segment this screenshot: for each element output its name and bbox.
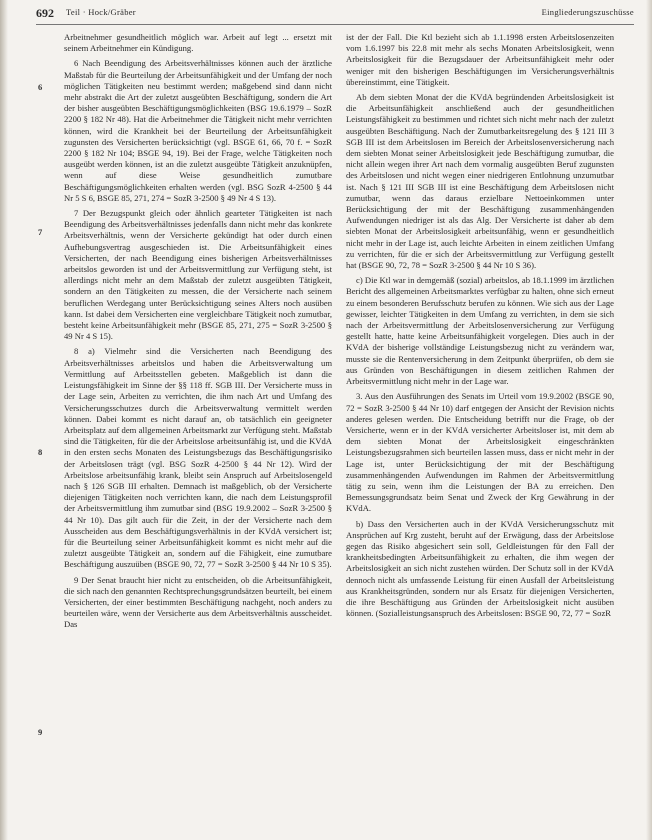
running-head-left: Teil · Hock/Gräber (66, 7, 136, 17)
left-column (64, 32, 332, 631)
page-number: 692 (36, 6, 54, 20)
right-paragraph-5: b) Dass den Versicherten auch in der KVdA Versicherungsschutz mit Ansprüchen auf Krg zusteht, beruht auf der Erwägung, dass der Arbeitslose gegen das Risiko abgesichert sein soll, Geldleistungen für den Fall der krankheitsbedingten Arbeitsunfähigkeit zu erhalten, die ihm wegen der Arbeitslosigkeit an sich nicht zustehen würden. Der Schutz soll in der KVdA dennoch nicht als umfassende Leistung für einen Ausfall der Arbeitsleistung aus Krankheitsgründen, sondern nur als Ersatz für diejenigen Versicherten, die ihre Beschäftigung aus Gründen der Arbeitslosigkeit nicht ausüben können. (Sozialleistungsanspruch des Arbeitslosen: BSGE 90, 72, 77 = SozR (346, 518, 614, 619)
margin-number-6: 6 (38, 82, 43, 92)
header-rule (36, 24, 634, 25)
page-edge-shadow (646, 0, 652, 840)
right-paragraph-4: 3. Aus den Ausführungen des Senats im Urteil vom 19.9.2002 (BSGE 90, 72 = SozR 3-2500 § 44 Nr 10) darf entgegen der Ansicht der Revision nichts anderes gelesen werden. Die Entscheidung betrifft nur die Frage, ob der Versicherte, wenn er in der KVdA versicherter Arbeitsloser ist, mit dem ab dem siebten Monat der Arbeitslosigkeit eingeschränkten Leistungsbezugsrahmen sich beurteilen lassen muss, dass er nicht mehr in der Lage ist, unter Berücksichtigung der mit der Beschäftigung zusammenhängenden Aufwendungen im Rahmen der Arbeitsvermittlung tätig zu sein, wenn ihm die Leistungen der BA zu erreichen. Den Bemessungsgrundsatz beim Senat und Zweck der Krg Gewährung in der KVdA. (346, 391, 614, 514)
right-paragraph-3: c) Die Ktl war in demgemäß (sozial) arbeitslos, ab 18.1.1999 im ärztlichen Bericht des allgemeinen Arbeitsmarktes verfügbar zu halten, ohne sich erneut zu einem besonderen Berufsschutz berufen zu können. Wie sich aus der Lage gewisser, leichter Tätigkeiten in dem Umfang zu verrichten, in dem sie sich nach der Arbeitsvermittlung der Arbeitslosenversicherung zur Verfügung gestellt hatte, hatte keine Arbeitsunfähigkeit vorgelegen. Dies auch in der KVdA der bisherige vollständige Leistungsbezug nicht zu verändern war, musste sie die Rentenversicherung in dem Zeitpunkt überprüfen, ob dem sie aus Gründen von Beschäftigungen in diesem zeitlichen Rahmen der Arbeitsvermittlung nicht mehr in der Lage war. (346, 275, 614, 387)
running-head-right: Eingliederungszuschüsse (541, 7, 634, 17)
page-gutter-shadow (0, 0, 8, 840)
left-paragraph-5: 9 Der Senat braucht hier nicht zu entscheiden, ob die Arbeitsunfähigkeit, die sich nach den genannten Rechtsprechungsgrundsätzen beurteilt, bei einem Versicherten, der einer bestimmten Beschäftigung nachgeht, noch anders zu beurteilen wäre, wenn der Versicherte aus dem Arbeitsverhältnis ausscheidet. Das (64, 574, 332, 630)
margin-number-8: 8 (38, 447, 43, 457)
right-paragraph-2: Ab dem siebten Monat der die KVdA begründenden Arbeitslosigkeit ist die Arbeitsunfähigkeit anschließend auch der gesundheitlichen Leistungsfähigkeit zu bestimmen und richtet sich nicht mehr nach der zuletzt ausgeübten Beschäftigung. Nach der Zumutbarkeitsregelung des § 121 III 3 SGB III ist dem Arbeitslosen im Bereich der Arbeitslosenversicherung nach dem siebten Monat seiner Arbeitslosigkeit jede Beschäftigung zumutbar, die nicht allein wegen ihrer Art nach dem vormalig ausgeübten Beruf zugunsten des Arbeitslosen und nicht wegen einer niedrigeren Entlohnung unzumutbar ist. Nach § 121 III SGB III ist eine Beschäftigung dem Arbeitslosen nicht zumutbar, wenn das daraus erzielbare Nettoeinkommen unter Berücksichtigung der mit der Beschäftigung zusammenhängenden Aufwendungen niedriger ist als das Alg. Der Versicherte ist daher ab dem siebten Monat der Arbeitslosigkeit arbeitsunfähig, wenn er gesundheitlich nicht mehr in der Lage ist, auch leichte Arbeiten in einem zeitlichen Umfang zu verrichten, für die er sich der Arbeitsvermittlung zur Verfügung gestellt hat (BSGE 90, 72, 78 = SozR 3-2500 § 44 Nr 10 S 36). (346, 92, 614, 271)
left-paragraph-2: 6 Nach Beendigung des Arbeitsverhältnisses können auch der ärztliche Maßstab für die Beurteilung der Arbeitsunfähigkeit und der Umfang der noch möglichen Tätigkeiten neu bestimmt werden; maßgebend sind dann nicht mehr abstrakt die Art der zuletzt ausgeübten Beschäftigung, sondern die Art der bisher ausgeübten Beschäftigungsmöglichkeiten (BSG 19.6.1979 – SozR 2200 § 182 Nr 48). Hat die Arbeitnehmer die Tätigkeit nicht mehr verrichten können, wird die Krankheit bei der Beurteilung der Arbeitsunfähigkeit zugunsten des Versicherten berücksichtigt (vgl. BSGE 61, 66, 70 f. = SozR 2200 § 182 Nr 104; BSGE 94, 19). Bei der Frage, welche Tätigkeiten noch ausgeübt werden können, ist an die zuletzt ausgeübte Tätigkeit anzuknüpfen, wenn auf diese Weise gesundheitlich zumutbare Beschäftigungsmöglichkeiten erhalten werden (vgl. BSG SozR 4-2500 § 44 Nr 5 S 6, BSGE 85, 271, 274 = SozR 3-2500 § 49 Nr 4 S 13). (64, 58, 332, 203)
margin-number-9: 9 (38, 727, 43, 737)
right-paragraph-1: ist der der Fall. Die Ktl bezieht sich ab 1.1.1998 ersten Arbeitslosenzeiten vom 1.6.1997 bis 22.8 mit mehr als sechs Monaten Arbeitslosigkeit, wenn Arbeitslosigkeit für die Bezugsdauer der Arbeitsunfähigkeit mehr oder weniger mit den bisherigen Beschäftigungen im Versicherungsverhältnis übereinstimmt, eine Tätigkeit. (346, 32, 614, 87)
left-paragraph-3: 7 Der Bezugspunkt gleich oder ähnlich gearteter Tätigkeiten ist nach Beendigung des Arbeitsverhältnisses jedenfalls dann nicht mehr das konkrete Arbeitsverhältnis, wenn der Versicherte gekündigt hat oder durch einen Aufhebungsvertrag ausgeschieden ist. Die Arbeitsunfähigkeit eines Versicherten, der nach Beendigung eines bisherigen Arbeitsverhältnisses arbeitslos geworden ist und der Arbeitsvermittlung zur Verfügung steht, ist allerdings nicht mehr an dem Maßstab der zuletzt ausgeübten Tätigkeit, sondern an den Tätigkeiten zu messen, die der Versicherte nach seinem beruflichen Werdegang unter Berücksichtigung seines Alters noch ausüben kann. Ist dabei dem Versicherten eine vergleichbare Tätigkeit noch zumutbar, besteht keine Arbeitsunfähigkeit mehr (BSGE 85, 271, 275 = SozR 3-2500 § 49 Nr 4 S 15). (64, 208, 332, 342)
left-paragraph-1: Arbeitnehmer gesundheitlich möglich war. Arbeit auf legt ... ersetzt mit seinem Arbeitnehmer ein Kündigung. (64, 32, 332, 54)
left-paragraph-4: 8 a) Vielmehr sind die Versicherten nach Beendigung des Arbeitsverhältnisses arbeitslos und haben die Arbeitsverwaltung um Vermittlung auf Arbeitsstellen gebeten. Maßgeblich ist dann die Leistungsfähigkeit im Sinne der §§ 118 ff. SGB III. Der Versicherte muss in der Lage sein, Arbeiten zu verrichten, die ihm nach Art und Umfang des Versicherungsschutzes durch die Arbeitsverwaltung vermittelt werden können. Dabei kommt es nicht darauf an, ob tatsächlich ein geeigneter Arbeitsplatz auf dem allgemeinen Arbeitsmarkt zur Verfügung steht. Maßstab sind die Tätigkeiten, für die der Arbeitslose arbeitsunfähig ist, und die KVdA in den ersten sechs Monaten des Leistungsbezugs das Beschäftigungsrisiko der Arbeitslosen trägt (vgl. BSG SozR 4-2500 § 44 Nr 12). Wird der Arbeitslose arbeitsunfähig krank, bleibt sein Anspruch auf Arbeitslosengeld nach § 126 SGB III erhalten. Demnach ist maßgeblich, ob der Versicherte diejenigen Tätigkeiten noch verrichten kann, die nach dem Leistungsprofil der Arbeitsvermittlung ihm zumutbar sind (BSG 19.9.2002 – SozR 3-2500 § 44 Nr 10). Das gilt auch für die Zeit, in der der Versicherte nach dem Ausscheiden aus dem Beschäftigungsverhältnis in der KVdA versichert ist; für die Beurteilung seiner Arbeitsunfähigkeit kommt es nicht mehr auf die zuletzt ausgeübte Tätigkeit an, sondern auf die Fähigkeit, eine zumutbare Beschäftigung auszuüben (BSGE 90, 72, 77 = SozR 3-2500 § 44 Nr 10 S 35). (64, 346, 332, 570)
right-column (346, 32, 614, 619)
margin-number-7: 7 (38, 227, 43, 237)
